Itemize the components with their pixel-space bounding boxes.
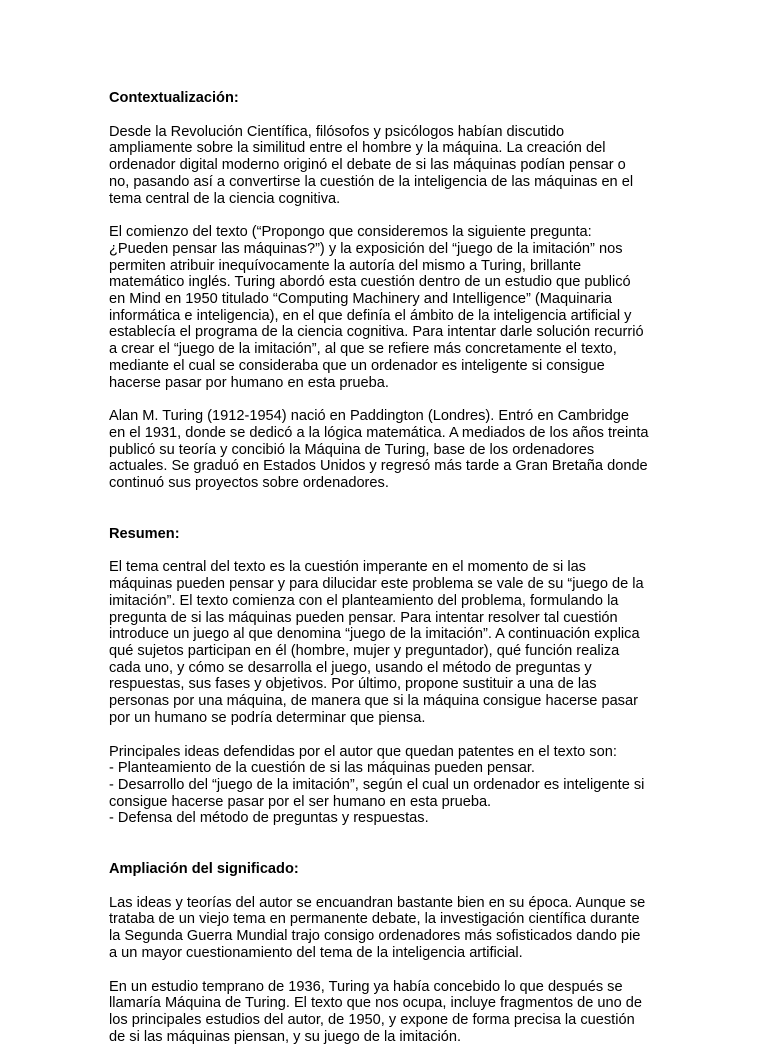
section-gap (109, 509, 649, 526)
document-page (109, 88, 649, 1062)
list-item: - Defensa del método de preguntas y respuestas. (109, 810, 429, 827)
section-heading-ampliacion: Ampliación del significado: (109, 861, 299, 878)
ideas-list (109, 744, 649, 828)
list-item: - Desarrollo del “juego de la imitación”, según el cual un ordenador es inteligente si consigue hacerse pasar por el ser humano en esta prueba. (109, 776, 645, 810)
paragraph: En un estudio temprano de 1936, Turing ya había concebido lo que después se llamaría Máquina de Turing. El texto que nos ocupa, incluye fragmentos de uno de los principales estudios del autor, de 1950, y expone de forma precisa la cuestión de si las máquinas piensan, y su juego de la imitación. (109, 978, 642, 1045)
section-heading-resumen: Resumen: (109, 525, 180, 542)
paragraph: Alan M. Turing (1912-1954) nació en Paddington (Londres). Entró en Cambridge en el 1931, donde se dedicó a la lógica matemática. A mediados de los años treinta publicó su teoría y concibió la Máquina de Turing, base de los ordenadores actuales. Se graduó en Estados Unidos y regresó más tarde a Gran Bretaña donde continuó sus proyectos sobre ordenadores. (109, 408, 649, 492)
paragraph: Desde la Revolución Científica, filósofos y psicólogos habían discutido ampliamente sobre la similitud entre el hombre y la máquina. La creación del ordenador digital moderno originó el debate de si las máquinas podían pensar o no, pasando así a convertirse la cuestión de la inteligencia de las máquinas en el tema central de la ciencia cognitiva. (109, 123, 634, 207)
paragraph: El tema central del texto es la cuestión imperante en el momento de si las máquinas pueden pensar y para dilucidar este problema se vale de su “juego de la imitación”. El texto comienza con el planteamiento del problema, formulando la pregunta de si las máquinas pueden pensar. Para intentar resolver tal cuestión introduce un juego al que denomina “juego de la imitación”. A continuación explica qué sujetos participan en él (hombre, mujer y preguntador), qué función realiza cada uno, y cómo se desarrolla el juego, usando el método de preguntas y respuestas, sus fases y objetivos. Por último, propone sustituir a una de las personas por una máquina, de manera que si la máquina consigue hacerse pasar por un humano se podría determinar que piensa. (109, 559, 644, 726)
section-gap (109, 844, 649, 861)
list-intro: Principales ideas defendidas por el autor que quedan patentes en el texto son: (109, 743, 617, 760)
list-item: - Planteamiento de la cuestión de si las máquinas pueden pensar. (109, 760, 535, 777)
paragraph: Las ideas y teorías del autor se encuandran bastante bien en su época. Aunque se trataba de un viejo tema en permanente debate, la investigación científica durante la Segunda Guerra Mundial trajo consigo ordenadores más sofisticados dando pie a un mayor cuestionamiento del tema de la inteligencia artificial. (109, 894, 646, 961)
section-heading-contextualizacion: Contextualización: (109, 90, 239, 106)
paragraph: El comienzo del texto (“Propongo que consideremos la siguiente pregunta: ¿Pueden pensar las máquinas?”) y la exposición del “juego de la imitación” nos permiten atribuir inequívocamente la autoría del mismo a Turing, brillante matemático inglés. Turing abordó esta cuestión dentro de un estudio que publicó en Mind en 1950 titulado “Computing Machinery and Intelligence” (Maquinaria informática e inteligencia), en el que definía el ámbito de la inteligencia artificial y establecía el programa de la ciencia cognitiva. Para intentar darle solución recurrió a crear el “juego de la imitación”, al que se refiere más concretamente el texto, mediante el cual se consideraba que un ordenador es inteligente si consigue hacerse pasar por humano en esta prueba. (109, 224, 644, 391)
